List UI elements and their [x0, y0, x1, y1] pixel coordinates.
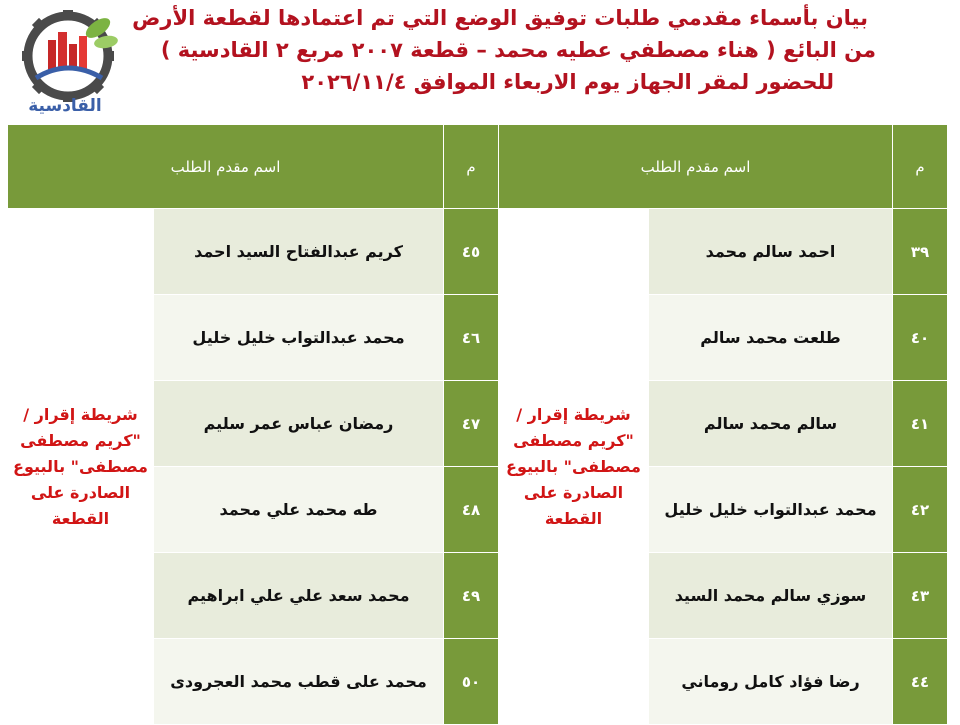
name-header-left: اسم مقدم الطلب [8, 125, 444, 209]
applicant-name: محمد عبدالتواب خليل خليل [649, 467, 893, 553]
applicant-name: كريم عبدالفتاح السيد احمد [154, 209, 444, 295]
buildings-icon [36, 32, 102, 78]
row-number: ٤٣ [893, 553, 948, 639]
title-line-3: للحضور لمقر الجهاز يوم الاربعاء الموافق ٢٠٢٦/١١/٤ [301, 70, 834, 94]
row-number: ٤٩ [444, 553, 499, 639]
applicants-table [7, 124, 948, 725]
applicant-name: محمد عبدالتواب خليل خليل [154, 295, 444, 381]
row-number: ٤٦ [444, 295, 499, 381]
applicant-name: محمد سعد علي علي ابراهيم [154, 553, 444, 639]
applicant-name: احمد سالم محمد [649, 209, 893, 295]
name-header-right: اسم مقدم الطلب [499, 125, 893, 209]
row-number: ٤٤ [893, 639, 948, 725]
condition-note-left: شريطة إقرار / "كريم مصطفى مصطفى" بالبيوع الصادرة على القطعة [8, 209, 154, 725]
row-number: ٤٨ [444, 467, 499, 553]
applicant-name: طه محمد علي محمد [154, 467, 444, 553]
applicant-name: محمد على قطب محمد العجرودى [154, 639, 444, 725]
table-row [8, 209, 948, 295]
row-number: ٤٠ [893, 295, 948, 381]
table-header-row [8, 125, 948, 209]
row-number: ٣٩ [893, 209, 948, 295]
row-number: ٥٠ [444, 639, 499, 725]
row-number: ٤٢ [893, 467, 948, 553]
condition-note-right: شريطة إقرار / "كريم مصطفى مصطفى" بالبيوع الصادرة على القطعة [499, 209, 649, 725]
document-header [0, 0, 960, 120]
applicant-name: رضا فؤاد كامل روماني [649, 639, 893, 725]
title-line-2: من البائع ( هناء مصطفي عطيه محمد – قطعة ٢٠٠٧ مربع ٢ القادسية ) [160, 38, 876, 62]
applicant-name: سوزي سالم محمد السيد [649, 553, 893, 639]
row-number: ٤٥ [444, 209, 499, 295]
row-number: ٤٧ [444, 381, 499, 467]
title-line-1: بيان بأسماء مقدمي طلبات توفيق الوضع التي تم اعتمادها لقطعة الأرض [132, 6, 868, 30]
applicant-name: طلعت محمد سالم [649, 295, 893, 381]
num-header-right: م [893, 125, 948, 209]
num-header-left: م [444, 125, 499, 209]
logo-caption: القادسية [28, 96, 102, 116]
applicant-name: سالم محمد سالم [649, 381, 893, 467]
applicant-name: رمضان عباس عمر سليم [154, 381, 444, 467]
row-number: ٤١ [893, 381, 948, 467]
